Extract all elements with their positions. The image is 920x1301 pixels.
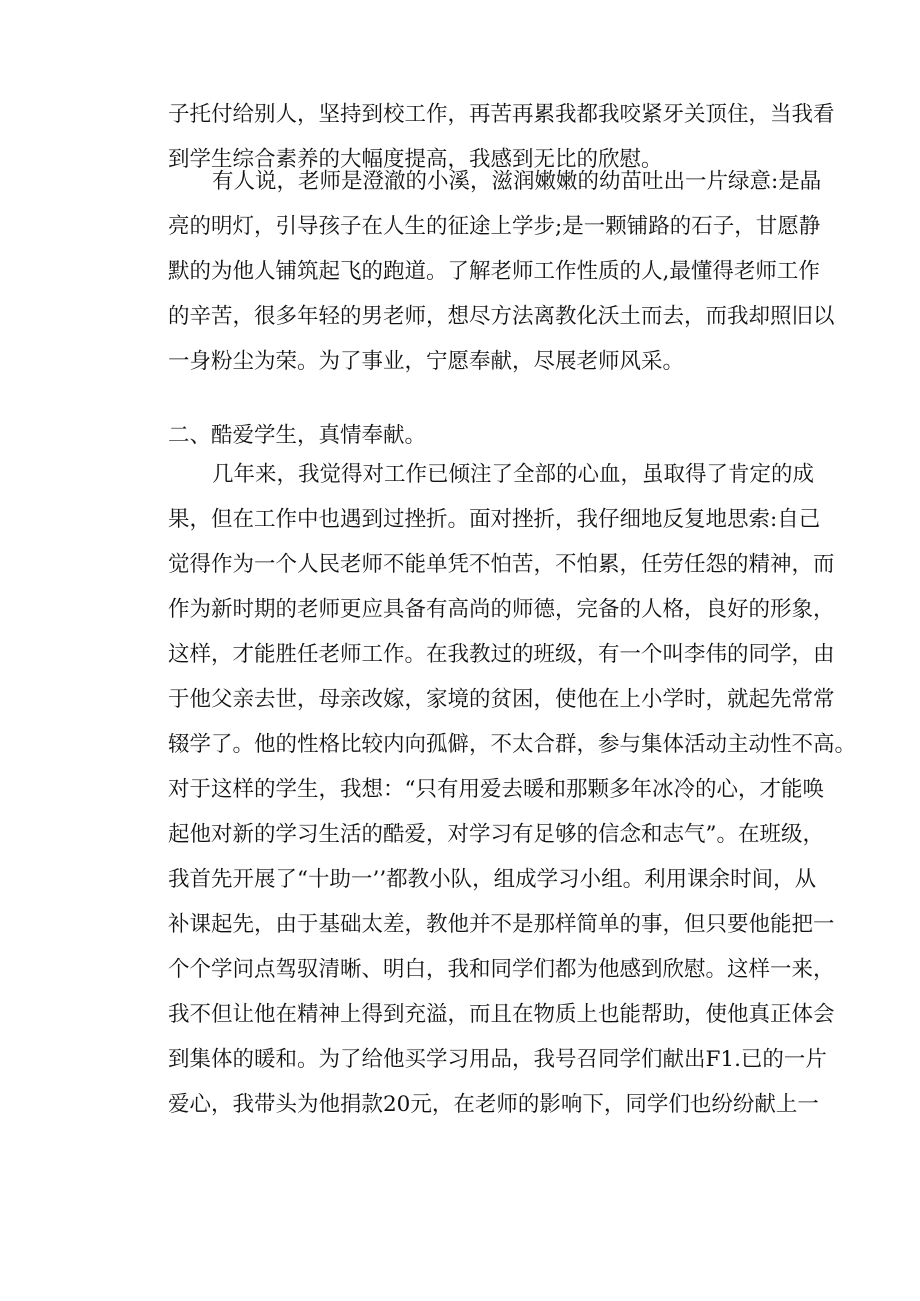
- text-line: 我首先开展了“十助一’’都教小队，组成学习小组。利用课余时间，从: [168, 867, 817, 892]
- paragraph-love-students: [168, 452, 857, 1127]
- text-line: 亮的明灯，引导孩子在人生的征途上学步;是一颗铺路的石子，甘愿静: [168, 214, 821, 239]
- text-line: 对于这样的学生，我想：“只有用爱去暖和那颗多年冰冷的心，才能唤: [168, 777, 824, 802]
- text-line: 辍学了。他的性格比较内向孤僻，不太合群，参与集体活动主动性不高。: [168, 732, 857, 757]
- text-line: 这样，才能胜任老师工作。在我教过的班级，有一个叫李伟的同学，由: [168, 642, 835, 667]
- text-line: 于他父亲去世，母亲改嫁，家境的贫困，使他在上小学时，就起先常常: [168, 687, 835, 712]
- text-line: 几年来，我觉得对工作已倾注了全部的心血，虽取得了肯定的成: [212, 462, 815, 487]
- text-line: 一身粉尘为荣。为了事业，宁愿奉献，尽展老师风采。: [168, 349, 685, 374]
- text-line: 觉得作为一个人民老师不能单凭不怕苦，不怕累，任劳任怨的精神，而: [168, 552, 835, 577]
- text-line: 个个学问点驾驭清晰、明白，我和同学们都为他感到欣慰。这样一来，: [168, 957, 835, 982]
- text-line: 我不但让他在精神上得到充溢，而且在物质上也能帮助，使他真正体会: [168, 1002, 835, 1027]
- text-line: 补课起先，由于基础太差，教他并不是那样简单的事，但只要他能把一: [168, 912, 835, 937]
- text-line: 作为新时期的老师更应具备有高尚的师德，完备的人格，良好的形象，: [168, 597, 835, 622]
- text-line: 起他对新的学习生活的酷爱，对学习有足够的信念和志气”。在班级，: [168, 822, 824, 847]
- text-line: 到学生综合素养的大幅度提高，我感到无比的欣慰。: [168, 147, 663, 172]
- paragraph-teacher-metaphor: [168, 159, 835, 384]
- text-line: 子托付给别人，坚持到校工作，再苦再累我都我咬紧牙关顶住，当我看: [168, 102, 835, 127]
- text-line: 默的为他人铺筑起飞的跑道。了解老师工作性质的人,最懂得老师工作: [168, 259, 820, 284]
- section-heading-text: 二、酷爱学生，真情奉献。: [168, 423, 427, 448]
- text-line: 有人说，老师是澄澈的小溪，滋润嫩嫩的幼苗吐出一片绿意:是晶: [212, 169, 822, 194]
- text-line: 到集体的暖和。为了给他买学习用品，我号召同学们献出F1.已的一片: [168, 1047, 827, 1072]
- text-line: 爱心，我带头为他捐款20元，在老师的影响下，同学们也纷纷献上一: [168, 1092, 819, 1117]
- text-line: 果，但在工作中也遇到过挫折。面对挫折，我仔细地反复地思索:自己: [168, 507, 821, 532]
- text-line: 的辛苦，很多年轻的男老师，想尽方法离教化沃土而去，而我却照旧以: [168, 304, 835, 329]
